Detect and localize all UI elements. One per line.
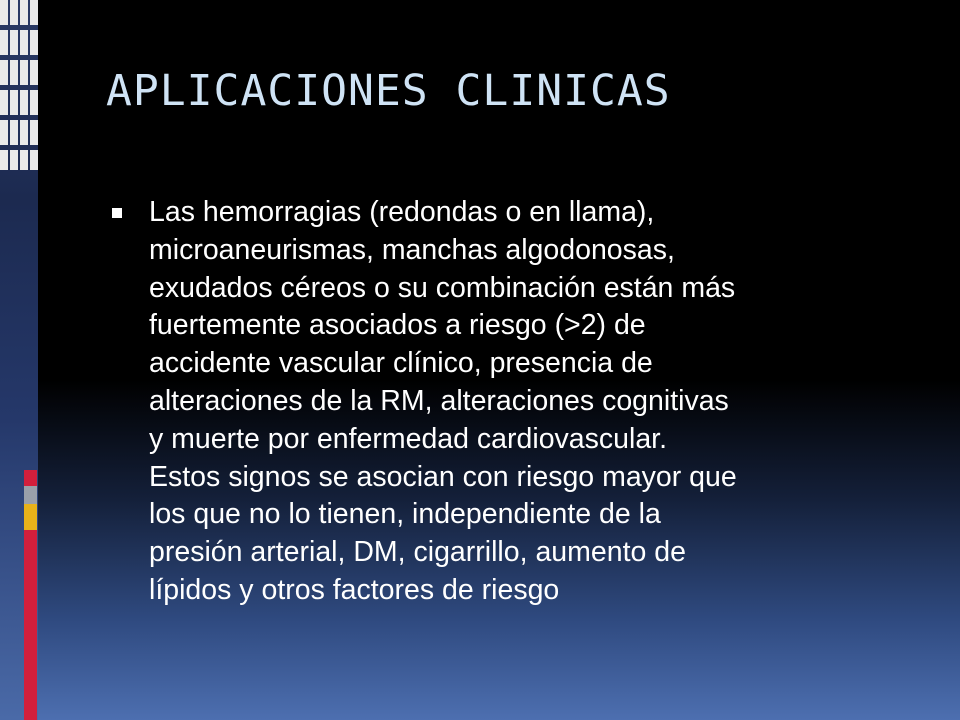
accent-bar-red-bottom: [24, 530, 37, 720]
bullet-line: y muerte por enfermedad cardiovascular.: [149, 422, 668, 455]
bullet-line: los que no lo tienen, independiente de la: [149, 498, 661, 531]
bullet-line: alteraciones de la RM, alteraciones cognitivas: [149, 384, 729, 417]
bullet-line: fuertemente asociados a riesgo (>2) de: [149, 309, 646, 342]
square-bullet-icon: [112, 208, 122, 218]
slide-title: APLICACIONES CLINICAS: [106, 66, 671, 116]
bullet-line: exudados céreos o su combinación están más: [149, 271, 736, 304]
bullet-line: accidente vascular clínico, presencia de: [149, 347, 653, 380]
bullet-line: presión arterial, DM, cigarrillo, aumento de: [149, 536, 686, 569]
bullet-line: Las hemorragias (redondas o en llama),: [149, 196, 655, 228]
accent-bar-gray: [24, 486, 37, 504]
accent-bar-yellow: [24, 504, 37, 530]
bullet-paragraph: [149, 194, 909, 610]
bullet-list: [112, 194, 912, 610]
accent-bar-red-top: [24, 470, 37, 486]
bullet-line: Estos signos se asocian con riesgo mayor que: [149, 460, 737, 493]
bullet-line: lípidos y otros factores de riesgo: [149, 573, 560, 606]
corner-grid-decoration: [0, 0, 40, 170]
bullet-line: microaneurismas, manchas algodonosas,: [149, 233, 675, 266]
